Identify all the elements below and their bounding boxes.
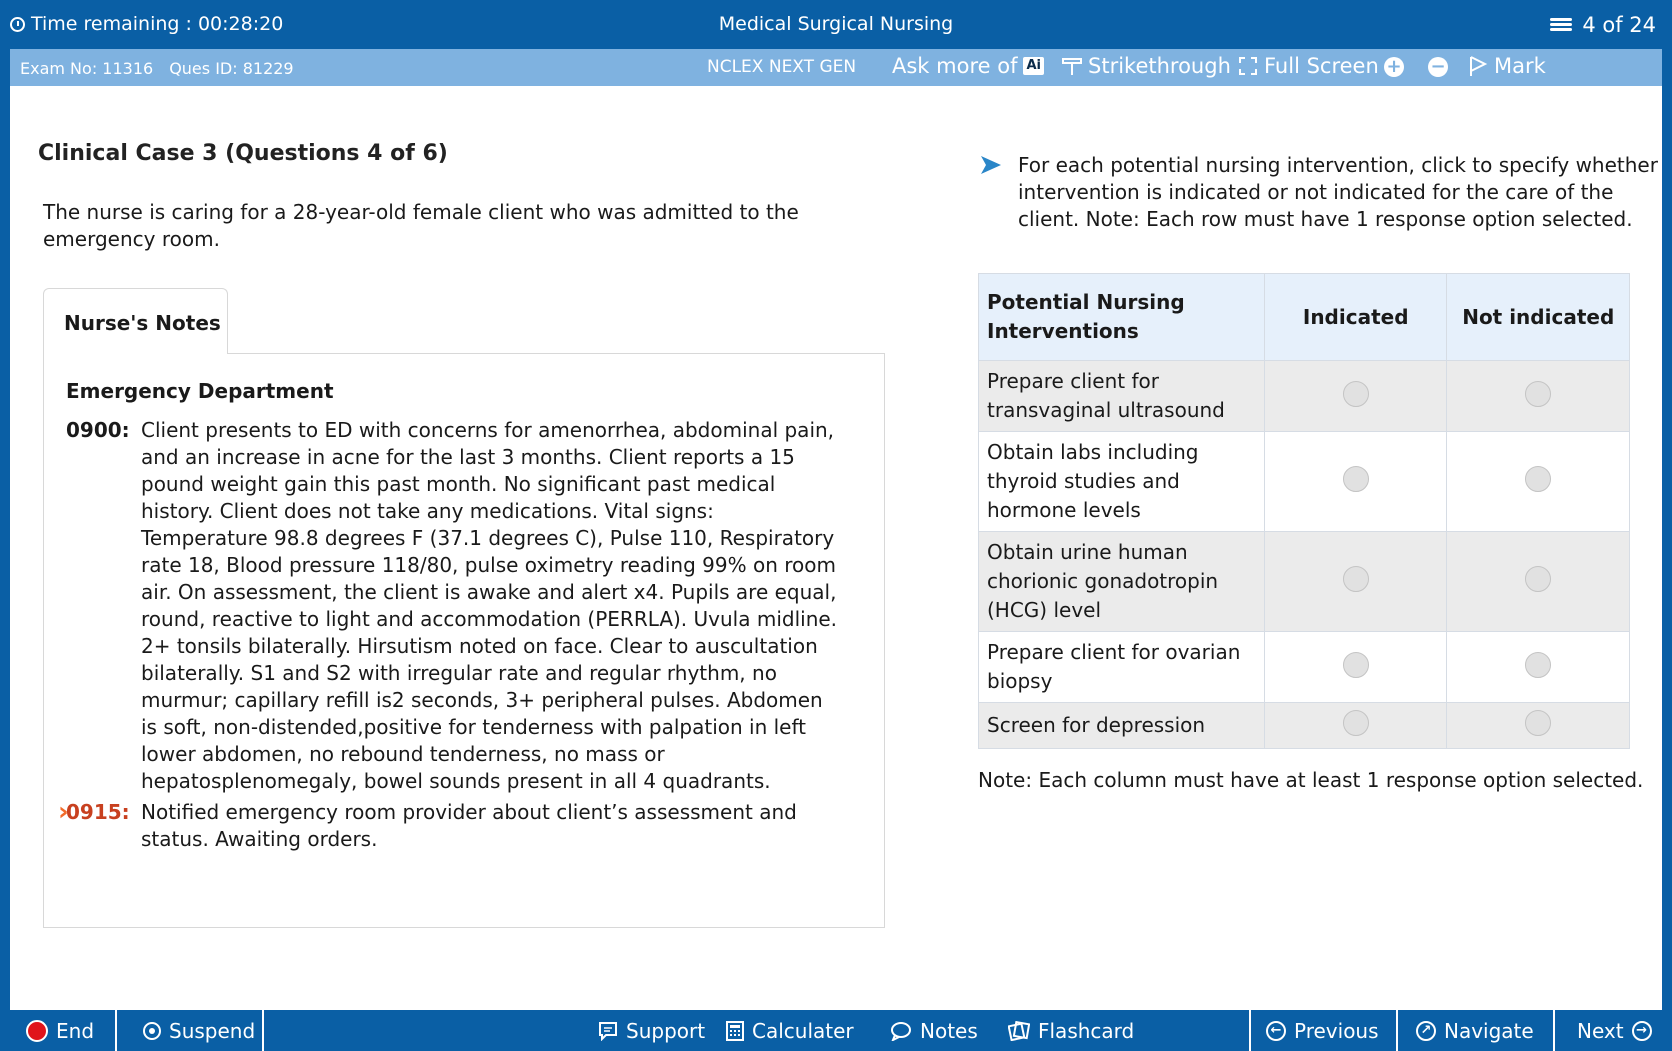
ask-ai-button[interactable] (892, 54, 1044, 78)
intervention-label: Screen for depression (979, 703, 1265, 749)
strikethrough-button[interactable] (1062, 54, 1231, 78)
zoom-out-icon: − (1428, 57, 1448, 77)
compass-icon: ↗ (1416, 1021, 1436, 1041)
chat-support-icon (598, 1021, 618, 1041)
column-header: Potential Nursing Interventions (979, 274, 1265, 361)
suspend-button[interactable] (143, 1010, 255, 1051)
ai-icon: Ai (1023, 57, 1044, 75)
calculator-button[interactable] (726, 1010, 854, 1051)
instruction-arrow-icon (980, 154, 1002, 176)
support-label: Support (626, 1018, 706, 1043)
navigate-label: Navigate (1444, 1018, 1534, 1043)
table-row (979, 432, 1630, 532)
tab-label: Nurse's Notes (64, 311, 221, 335)
arrow-right-icon: → (1632, 1021, 1652, 1041)
nurses-notes-panel (43, 353, 885, 928)
instruction-text: For each potential nursing intervention, click to specify whether intervention is indicated or not indicated for the care of the client. Note: Each row must have 1 response option selected. (1018, 153, 1658, 231)
ask-ai-label: Ask more of (892, 54, 1018, 78)
note-entry (66, 417, 841, 795)
question-counter (1550, 13, 1656, 37)
table-row (979, 632, 1630, 703)
column-note: Note: Each column must have at least 1 response option selected. (978, 768, 1644, 792)
stop-icon (26, 1020, 48, 1042)
full-screen-icon (1238, 56, 1258, 76)
timer (10, 13, 283, 35)
mark-button[interactable] (1468, 54, 1546, 78)
arrow-left-icon: ← (1266, 1021, 1286, 1041)
indicated-radio[interactable] (1343, 566, 1369, 592)
department-heading: Emergency Department (66, 379, 334, 403)
exam-mode (707, 57, 856, 77)
intervention-label: Obtain labs including thyroid studies and hormone levels (979, 432, 1265, 532)
full-screen-button[interactable] (1238, 54, 1379, 78)
intervention-label: Prepare client for transvaginal ultrasound (979, 361, 1265, 432)
column-header: Not indicated (1447, 274, 1630, 361)
zoom-in-button[interactable] (1384, 57, 1404, 77)
full-screen-label: Full Screen (1264, 54, 1379, 78)
support-button[interactable] (598, 1010, 705, 1051)
case-title: Clinical Case 3 (Questions 4 of 6) (38, 141, 448, 166)
case-stem: The nurse is caring for a 28-year-old female client who was admitted to the emergency room. (43, 200, 799, 251)
intervention-label: Obtain urine human chorionic gonadotropin (HCG) level (979, 532, 1265, 632)
question-id: Ques ID: 81229 (169, 59, 294, 78)
flashcard-button[interactable] (1008, 1010, 1134, 1051)
end-label: End (56, 1018, 95, 1043)
question-list-icon[interactable] (1550, 18, 1572, 32)
exam-mode-label: NCLEX NEXT GEN (707, 57, 857, 77)
not-indicated-radio[interactable] (1525, 566, 1551, 592)
calculator-label: Calculater (752, 1018, 854, 1043)
toolbar (10, 49, 1662, 86)
not-indicated-radio[interactable] (1525, 381, 1551, 407)
not-indicated-radio[interactable] (1525, 466, 1551, 492)
not-indicated-radio[interactable] (1525, 710, 1551, 736)
exam-number: Exam No: 11316 (20, 59, 154, 78)
previous-label: Previous (1294, 1018, 1379, 1043)
previous-button[interactable] (1266, 1010, 1379, 1051)
mark-label: Mark (1494, 54, 1546, 78)
calculator-icon (726, 1021, 744, 1041)
question-count: 4 of 24 (1582, 13, 1656, 37)
zoom-out-button[interactable] (1428, 57, 1448, 77)
indicated-radio[interactable] (1343, 652, 1369, 678)
column-header: Indicated (1264, 274, 1447, 361)
flashcard-icon (1008, 1021, 1030, 1041)
suspend-label: Suspend (169, 1018, 256, 1043)
question-content (10, 86, 1662, 1010)
suspend-icon (143, 1022, 161, 1040)
note-entry-current (58, 797, 841, 853)
next-button[interactable] (1577, 1010, 1652, 1051)
timer-label: Time remaining : 00:28:20 (31, 13, 284, 35)
note-time: 0900: (66, 418, 130, 442)
matrix-table (978, 273, 1630, 749)
speech-bubble-icon (890, 1021, 912, 1041)
flag-icon (1468, 55, 1488, 77)
current-entry-arrow-icon: › (58, 797, 69, 827)
note-text: Notified emergency room provider about client’s assessment and status. Awaiting orders. (141, 800, 797, 851)
exam-title: Medical Surgical Nursing (718, 13, 954, 35)
top-bar (0, 0, 1672, 49)
table-row (979, 532, 1630, 632)
notes-button[interactable] (890, 1010, 978, 1051)
tab-nurses-notes[interactable] (43, 288, 228, 354)
notes-label: Notes (920, 1018, 978, 1043)
zoom-in-icon: + (1384, 57, 1404, 77)
indicated-radio[interactable] (1343, 710, 1369, 736)
note-time: 0915: (66, 800, 130, 824)
flashcard-label: Flashcard (1038, 1018, 1135, 1043)
table-row (979, 703, 1630, 749)
table-row (979, 361, 1630, 432)
navigate-button[interactable] (1416, 1010, 1534, 1051)
clock-icon (10, 17, 25, 32)
end-button[interactable] (26, 1010, 94, 1051)
strikethrough-label: Strikethrough (1088, 54, 1231, 78)
bottom-bar (0, 1010, 1672, 1051)
strikethrough-icon (1062, 56, 1082, 76)
intervention-label: Prepare client for ovarian biopsy (979, 632, 1265, 703)
indicated-radio[interactable] (1343, 381, 1369, 407)
next-label: Next (1577, 1018, 1624, 1043)
note-text: Client presents to ED with concerns for amenorrhea, abdominal pain, and an increase in acne for the last 3 months. Client reports a 15 pound weight gain this past month. No significant past medical history. Client does not take any medications. Vital signs: Temperature 98.8 degrees F (37.1 degrees C), Pulse 110, Respiratory rate 18, Blood pressure 118/80, pulse oximetry reading 99% on room air. On assessment, the client is awake and alert x4. Pupils are equal, round, reactive to light and accommodation (PERRLA). Uvula midline. 2+ tonsils bilaterally. Hirsutism noted on face. Clear to auscultation bilaterally. S1 and S2 with irregular rate and regular rhythm, no murmur; capillary refill is2 seconds, 3+ peripheral pulses. Abdomen is soft, non-distended,positive for tenderness with palpation in left lower abdomen, no rebound tenderness, no mass or hepatosplenomegaly, bowel sounds present in all 4 quadrants. (141, 418, 838, 793)
indicated-radio[interactable] (1343, 466, 1369, 492)
not-indicated-radio[interactable] (1525, 652, 1551, 678)
